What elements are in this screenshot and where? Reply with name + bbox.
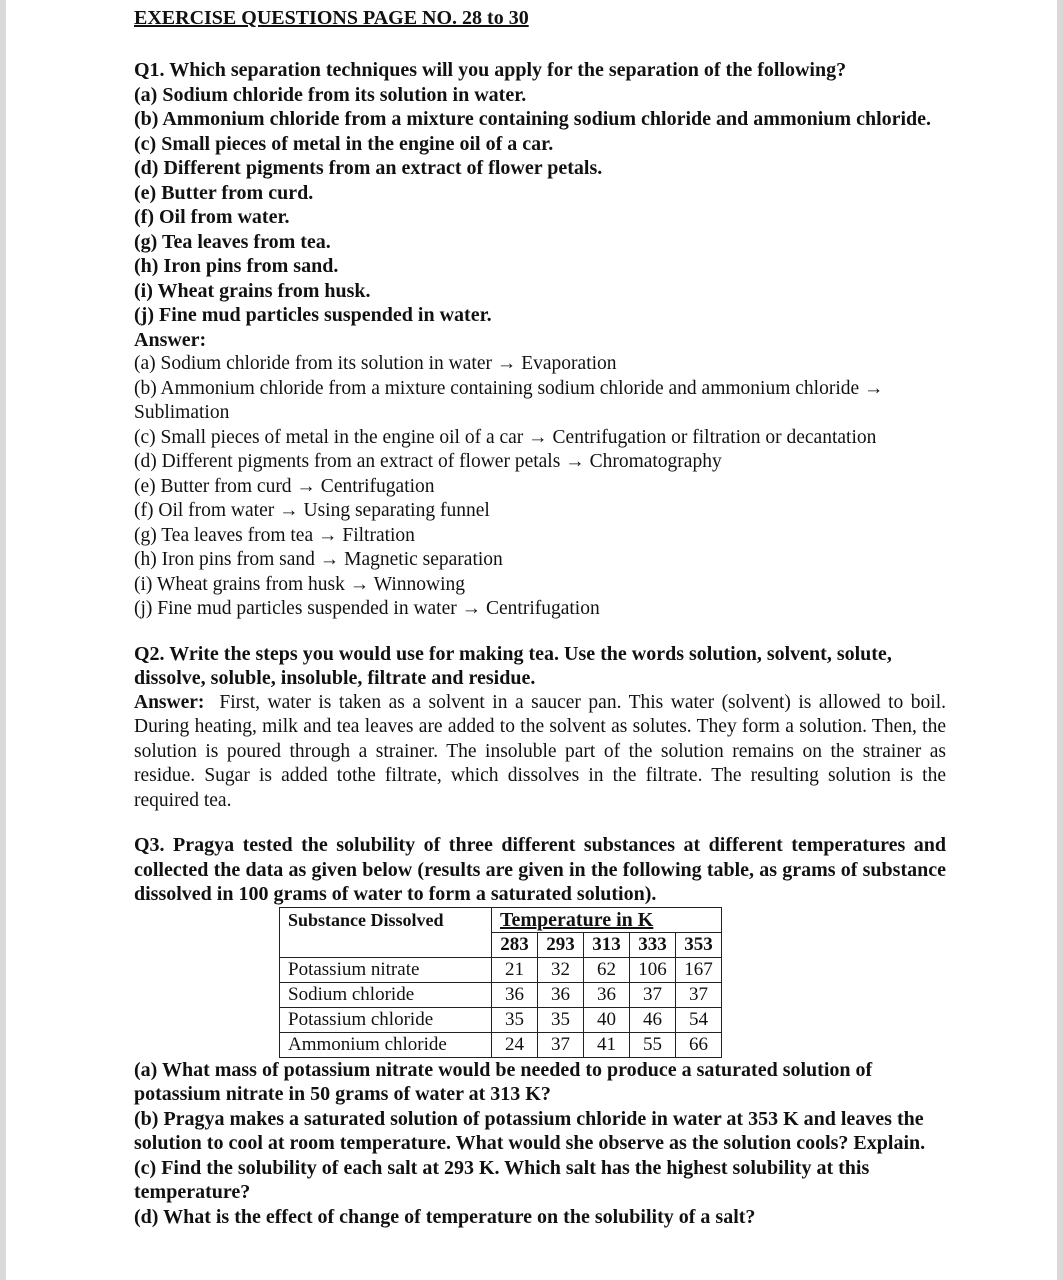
answer-item: (h) Iron pins from sand → Magnetic separation	[134, 549, 503, 570]
answer-item: (d) Different pigments from an extract of flower petals → Chromatography	[134, 451, 722, 472]
question-1-item: (b) Ammonium chloride from a mixture containing sodium chloride and ammonium chloride.	[134, 108, 932, 130]
substance-name: Potassium chloride	[280, 1007, 492, 1032]
table-cell: 36	[538, 982, 584, 1007]
table-cell: 37	[676, 982, 722, 1007]
solubility-table	[279, 907, 722, 1058]
question-3-text: Q3. Pragya tested the solubility of three different substances at different temperatures and collected the data as given below (results are given in the following table, as grams of substance dissolved in 100 grams of water to form a saturated solution).	[134, 834, 946, 905]
answer-item: (j) Fine mud particles suspended in water → Centrifugation	[134, 598, 600, 619]
temperature-cell: 353	[676, 932, 722, 957]
answer-item: (b) Ammonium chloride from a mixture containing sodium chloride and ammonium chloride → Sublimation	[134, 377, 884, 423]
table-row	[280, 957, 722, 982]
table-header-temperature: Temperature in K	[492, 907, 722, 932]
question-1-item: (e) Butter from curd.	[134, 181, 314, 204]
question-2	[134, 642, 946, 814]
table-cell: 24	[492, 1032, 538, 1057]
temperature-cell: 313	[584, 932, 630, 957]
table-cell: 54	[676, 1007, 722, 1032]
table-cell: 35	[492, 1007, 538, 1032]
subquestion: (d) What is the effect of change of temperature on the solubility of a salt?	[134, 1205, 756, 1228]
table-cell: 62	[584, 957, 630, 982]
document-page	[134, 5, 946, 1229]
temperature-cell: 283	[492, 932, 538, 957]
table-cell: 167	[676, 957, 722, 982]
table-cell: 35	[538, 1007, 584, 1032]
table-cell: 41	[584, 1032, 630, 1057]
answer-item: (i) Wheat grains from husk → Winnowing	[134, 573, 466, 595]
temperature-cell: 333	[630, 932, 676, 957]
answer-text: First, water is taken as a solvent in a saucer pan. This water (solvent) is allowed to boil. During heating, milk and tea leaves are added to the solvent as solutes. They form a solution. Then, the solution is poured through a strainer. The insoluble part of the solution remains on the strainer as residue. Sugar is added tothe filtrate, which dissolves in the filtrate. The resulting solution is the required tea.	[134, 691, 946, 811]
table-cell: 36	[584, 982, 630, 1007]
table-cell: 66	[676, 1032, 722, 1057]
table-row	[280, 1032, 722, 1057]
question-1-item: (j) Fine mud particles suspended in water.	[134, 304, 492, 326]
answer-label: Answer:	[134, 691, 205, 713]
question-1-text: Q1. Which separation techniques will you apply for the separation of the following?	[134, 59, 847, 81]
question-1-item: (i) Wheat grains from husk.	[134, 279, 371, 302]
page-left-edge	[0, 0, 6, 1280]
table-cell: 46	[630, 1007, 676, 1032]
subquestion: (a) What mass of potassium nitrate would be needed to produce a saturated solution of potassium nitrate in 50 grams of water at 313 K?	[134, 1058, 873, 1105]
table-cell: 55	[630, 1032, 676, 1057]
substance-name: Sodium chloride	[280, 982, 492, 1007]
page-right-edge	[1057, 0, 1063, 1280]
question-2-answer	[134, 691, 946, 814]
question-1-item: (c) Small pieces of metal in the engine oil of a car.	[134, 132, 554, 155]
subquestion: (b) Pragya makes a saturated solution of potassium chloride in water at 353 K and leaves the solution to cool at room temperature. What would she observe as the solution cools? Explain.	[134, 1107, 926, 1154]
subquestion: (c) Find the solubility of each salt at 293 K. Which salt has the highest solubility at this temperature?	[134, 1156, 870, 1203]
substance-name: Ammonium chloride	[280, 1032, 492, 1057]
table-row	[280, 982, 722, 1007]
question-3	[134, 833, 946, 1229]
table-cell: 21	[492, 957, 538, 982]
answer-item: (g) Tea leaves from tea → Filtration	[134, 524, 415, 546]
table-cell: 36	[492, 982, 538, 1007]
temperature-cell: 293	[538, 932, 584, 957]
table-cell: 37	[630, 982, 676, 1007]
question-1-item: (d) Different pigments from an extract of flower petals.	[134, 157, 603, 179]
answer-item: (a) Sodium chloride from its solution in water → Evaporation	[134, 353, 617, 374]
answer-label: Answer:	[134, 328, 207, 351]
table-cell: 32	[538, 957, 584, 982]
answer-item: (f) Oil from water → Using separating funnel	[134, 500, 490, 521]
table-cell: 37	[538, 1032, 584, 1057]
answer-item: (e) Butter from curd → Centrifugation	[134, 475, 435, 497]
question-2-text: Q2. Write the steps you would use for making tea. Use the words solution, solvent, solute, dissolve, soluble, insoluble, filtrate and residue.	[134, 642, 892, 689]
table-header-substance: Substance Dissolved	[280, 907, 492, 957]
table-cell: 106	[630, 957, 676, 982]
question-1-item: (f) Oil from water.	[134, 206, 290, 228]
question-1-item: (g) Tea leaves from tea.	[134, 230, 331, 253]
answer-item: (c) Small pieces of metal in the engine oil of a car → Centrifugation or filtration or decantation	[134, 426, 877, 448]
table-cell: 40	[584, 1007, 630, 1032]
page-title: EXERCISE QUESTIONS PAGE NO. 28 to 30	[134, 7, 529, 29]
question-1-item: (a) Sodium chloride from its solution in water.	[134, 83, 527, 106]
substance-name: Potassium nitrate	[280, 957, 492, 982]
question-1	[134, 58, 946, 622]
table-row	[280, 1007, 722, 1032]
question-1-item: (h) Iron pins from sand.	[134, 255, 339, 277]
